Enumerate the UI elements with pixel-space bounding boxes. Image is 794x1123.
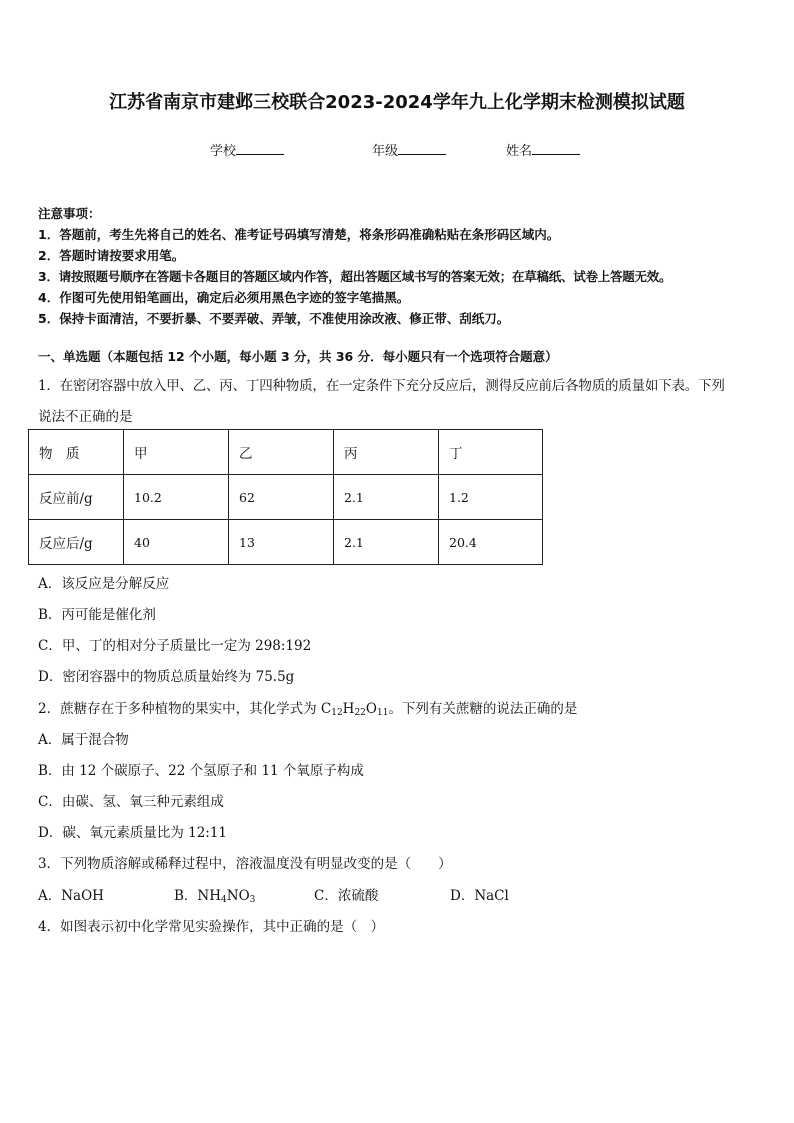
- question-1-option-a: A．该反应是分解反应: [38, 576, 170, 592]
- mass-table: [28, 429, 543, 565]
- notice-item: 3．请按照题号顺序在答题卡各题目的答题区域内作答，超出答题区域书写的答案无效；在草稿纸、试卷上答题无效。: [38, 269, 672, 284]
- grade-field: [372, 140, 446, 159]
- school-field: [210, 140, 284, 159]
- section-heading: 一、单选题（本题包括 12 个小题，每小题 3 分，共 36 分．每小题只有一个选项符合题意）: [38, 349, 558, 364]
- table-cell: 2.1: [334, 520, 439, 565]
- table-cell: 丙: [334, 430, 439, 475]
- name-field: [506, 140, 580, 159]
- question-2-stem: [38, 697, 577, 717]
- question-4-stem: 4．如图表示初中化学常见实验操作，其中正确的是（ ）: [38, 919, 385, 935]
- table-cell: 13: [229, 520, 334, 565]
- formula-prefix: 2．蔗糖存在于多种植物的果实中，其化学式为 C: [38, 701, 332, 717]
- school-blank: [236, 142, 284, 155]
- notice-block: [38, 203, 768, 329]
- notice-item: 4．作图可先使用铅笔画出，确定后必须用黑色字迹的签字笔描黑。: [38, 290, 410, 305]
- formula-element: H: [342, 701, 355, 717]
- formula-subscript: 11: [376, 708, 389, 718]
- question-1-option-b: B．丙可能是催化剂: [38, 607, 156, 623]
- formula-subscript: 22: [354, 708, 366, 718]
- question-3-option-c: C．浓硫酸: [314, 888, 379, 904]
- table-cell: 2.1: [334, 475, 439, 520]
- table-header-row: [29, 430, 543, 475]
- name-blank: [532, 142, 580, 155]
- formula-subscript: 3: [249, 895, 256, 905]
- table-cell: 1.2: [439, 475, 543, 520]
- question-1-stem: 1．在密闭容器中放入甲、乙、丙、丁四种物质，在一定条件下充分反应后，测得反应前后各物质的质量如下表。下列: [38, 378, 725, 394]
- table-cell: 反应后/g: [29, 520, 124, 565]
- table-cell: 丁: [439, 430, 543, 475]
- name-label: 姓名: [506, 144, 533, 159]
- notice-item: 5．保持卡面清洁，不要折暴、不要弄破、弄皱，不准使用涂改液、修正带、刮纸刀。: [38, 311, 510, 326]
- table-cell: 物 质: [29, 430, 124, 475]
- notice-heading: 注意事项：: [38, 206, 101, 221]
- question-1-option-c: C．甲、丁的相对分子质量比一定为 298:192: [38, 638, 312, 654]
- question-1-stem-cont: 说法不正确的是: [38, 409, 133, 425]
- stem-suffix: 。下列有关蔗糖的说法正确的是: [388, 701, 578, 717]
- table-cell: 甲: [124, 430, 229, 475]
- question-3-option-d: D．NaCl: [450, 888, 509, 904]
- formula-element: NO: [226, 888, 250, 904]
- school-label: 学校: [210, 144, 237, 159]
- question-2-option-c: C．由碳、氢、氧三种元素组成: [38, 794, 224, 810]
- question-3-option-b: [174, 884, 314, 904]
- question-1-option-d: D．密闭容器中的物质总质量始终为 75.5g: [38, 669, 295, 685]
- table-cell: 62: [229, 475, 334, 520]
- question-3-options: [38, 884, 509, 904]
- formula-element: O: [365, 701, 377, 717]
- table-cell: 乙: [229, 430, 334, 475]
- table-row: [29, 475, 543, 520]
- page-title: 江苏省南京市建邺三校联合2023-2024学年九上化学期末检测模拟试题: [109, 92, 685, 113]
- question-2-option-a: A．属于混合物: [38, 732, 129, 748]
- grade-label: 年级: [372, 144, 399, 159]
- question-3-stem: 3．下列物质溶解或稀释过程中，溶液温度没有明显改变的是（ ）: [38, 856, 452, 872]
- grade-blank: [398, 142, 446, 155]
- table-cell: 10.2: [124, 475, 229, 520]
- question-2-option-d: D．碳、氧元素质量比为 12:11: [38, 825, 228, 841]
- option-b-prefix: B．NH: [174, 888, 222, 904]
- formula-subscript: 4: [221, 895, 227, 905]
- question-3-option-a: A．NaOH: [38, 888, 104, 904]
- notice-item: 1．答题前，考生先将自己的姓名、准考证号码填写清楚，将条形码准确粘贴在条形码区域内。: [38, 227, 560, 242]
- formula-subscript: 12: [331, 708, 343, 718]
- table-row: [29, 520, 543, 565]
- table-cell: 反应前/g: [29, 475, 124, 520]
- table-cell: 20.4: [439, 520, 543, 565]
- table-cell: 40: [124, 520, 229, 565]
- notice-item: 2．答题时请按要求用笔。: [38, 248, 185, 263]
- question-2-option-b: B．由 12 个碳原子、22 个氢原子和 11 个氧原子构成: [38, 763, 364, 779]
